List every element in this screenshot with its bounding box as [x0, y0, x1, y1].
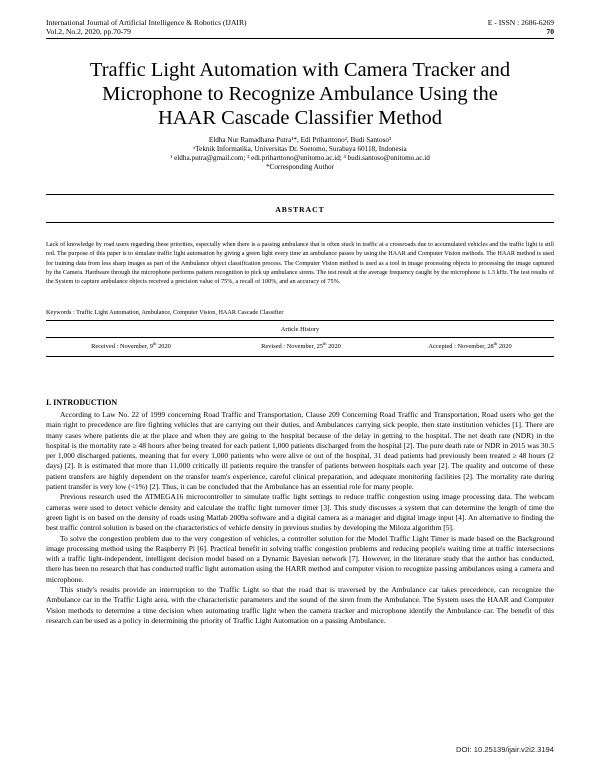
page-number: 70: [546, 27, 554, 36]
keywords: Keywords : Traffic Light Automation, Ambulance, Computer Vision, HAAR Cascade Classifier: [46, 309, 284, 316]
revised-sup: th: [322, 340, 327, 346]
journal-issn: E - ISSN : 2686-6269: [487, 18, 554, 27]
authors: Eldha Nur Ramadhana Putra¹*, Edi Priharttono², Budi Santoso³: [208, 136, 392, 144]
introduction-body: [46, 410, 554, 626]
history-divider-top: [46, 320, 554, 321]
header-divider: [46, 38, 554, 39]
revised-date: [216, 340, 386, 350]
title-line: HAAR Cascade Classifier Method: [157, 107, 443, 129]
section-heading: I. INTRODUCTION: [46, 398, 118, 407]
paragraph: This study's results provide an interruption to the Traffic Light so that the road that is traversed by the Ambulance car takes precedence, can recognize the Ambulance car in the Traffic Light area, with the characteristic parameters and the sound of the siren from the Ambulance. The System uses the HAAR and Computer Vision methods to determine a time decision when automating traffic light when the camera tracker and microphone identify the Ambulance car. The benefit of this research can be used as a policy in determining the priority of Traffic Light Automation on a passing Ambulance.: [46, 585, 554, 625]
journal-name: International Journal of Artificial Intelligence & Robotics (IJAIR): [46, 18, 247, 27]
abstract-divider: [46, 222, 554, 223]
emails: ¹ eldha.putra@gmail.com; ² edi.priharttono@unitomo.ac.id; ³ budi.santoso@unitomo.ac.id: [170, 154, 430, 162]
history-divider-bottom: [46, 356, 554, 357]
history-divider-mid: [46, 337, 554, 338]
journal-volume: Vol.2, No.2, 2020, pp.70-79: [46, 27, 131, 36]
paragraph: Previous research used the ATMEGA16 microcontroller to simulate traffic light settings to reduce traffic congestion using image processing data. The webcam cameras were used to detect vehicle density and calculate the traffic light turnover timer [3]. This study discusses a system that can determine the length of time the green light is on based on the density of roads using Matlab 2009a software and a digital camera as a manager and digital image input [4]. An alternative to finding the best traffic control solution is based on the characteristics of vehicle density in previous studies by developing the Miloza algorithm [5].: [46, 492, 554, 533]
abstract-text: Lack of knowledge by road users regarding these priorities, especially when there is a passing ambulance that is often stuck in traffic at a crossroads due to accumulated vehicles and the traffic light is still red. The purpose of this paper is to simulate traffic light automation by giving a green light every time an ambulance passes by using the HAAR and Computer Vision methods. The HAAR method is used for training data from less sharp images as part of the Ambulance object classification process. The Computer Vision method is used as a tool in image processing objects to processing the image captured by the Camera. Hardware through the microphone performs pattern recognition to pick up ambulance sirens. The test result at the average frequency caught by the microphone is 1.3 kHz. The test results of the System to capture ambulance objects received a precision value of 75%, a recall of 100%, and an accuracy of 75%.: [46, 241, 554, 286]
article-history-title: Article History: [280, 326, 320, 333]
title-line: Traffic Light Automation with Camera Tracker and: [89, 59, 511, 81]
revised-label: Revised : November, 25: [261, 343, 323, 350]
received-sup: th: [152, 340, 157, 346]
received-year: 2020: [156, 343, 171, 350]
accepted-date: [386, 340, 554, 350]
affiliation: ᵃTeknik Informatika, Universitas Dr. Soetomo, Surabaya 60118, Indonesia: [193, 145, 407, 153]
paragraph: To solve the congestion problem due to the very congestion of vehicles, a controller solution for the Model Traffic Light Timer is made based on the Background image processing method using the Raspberry Pi [6]. Practical benefit in solving traffic congestion problems and reducing people's waiting time at traffic intersections with a traffic light-independent, intelligent decision model based on a Dynamic Bayesian network [7]. However, in the literature study that the author has conducted, there has been no research that has conducted traffic light automation using the HARR method and computer vision to recognize passing ambulances using a camera and microphone.: [46, 533, 554, 584]
abstract-divider-top: [46, 194, 554, 195]
corresponding-author: *Corresponding Author: [265, 163, 335, 171]
paper-title: [40, 58, 560, 130]
received-date: [46, 340, 216, 350]
accepted-label: Accepted : November, 28: [428, 343, 494, 350]
accepted-sup: th: [493, 340, 498, 346]
accepted-year: 2020: [497, 343, 512, 350]
received-label: Received : November, 9: [91, 343, 153, 350]
paragraph: According to Law No. 22 of 1999 concerning Road Traffic and Transportation, Clause 209 Concerning Road Traffic and Transportation, Road users who get the main right to precedence are fire fighting vehicles that are carrying out their duties, and Ambulances carrying sick people, then state institution vehicles [1]. There are many cases where patients die at the place and when they are going to the hospital because of the delay in getting to the hospital. The net death rate (NDR) in the hospital is the mortality rate ≥ 48 hours after being treated for each patient 1,000 patients discharged from the hospital [2]. The pure death rate or NDR in 2015 was 30.5 per 1,000 discharged patients, meaning that for every 1,000 patients who were alive or out of the hospital, 31 dead patients had previously been treated ≥ 48 hours (2 days) [2]. It is estimated that more than 11,000 critically ill patients require the transfer of patients between hospitals each year [2]. The quality and outcome of these patient transfers are highly dependent on the transfer team's experience, careful clinical preparation, and adequate monitoring facilities [2]. The mortality rate during patient transfer is very low (<1%) [2]. Thus, it can be concluded that the Ambulance has an essential role for many people.: [46, 410, 554, 492]
title-line: Microphone to Recognize Ambulance Using the: [102, 83, 498, 105]
abstract-heading: ABSTRACT: [275, 205, 325, 214]
revised-year: 2020: [326, 343, 341, 350]
doi-link[interactable]: DOI: 10.25139/ijair.v2i2.3194: [456, 745, 554, 754]
